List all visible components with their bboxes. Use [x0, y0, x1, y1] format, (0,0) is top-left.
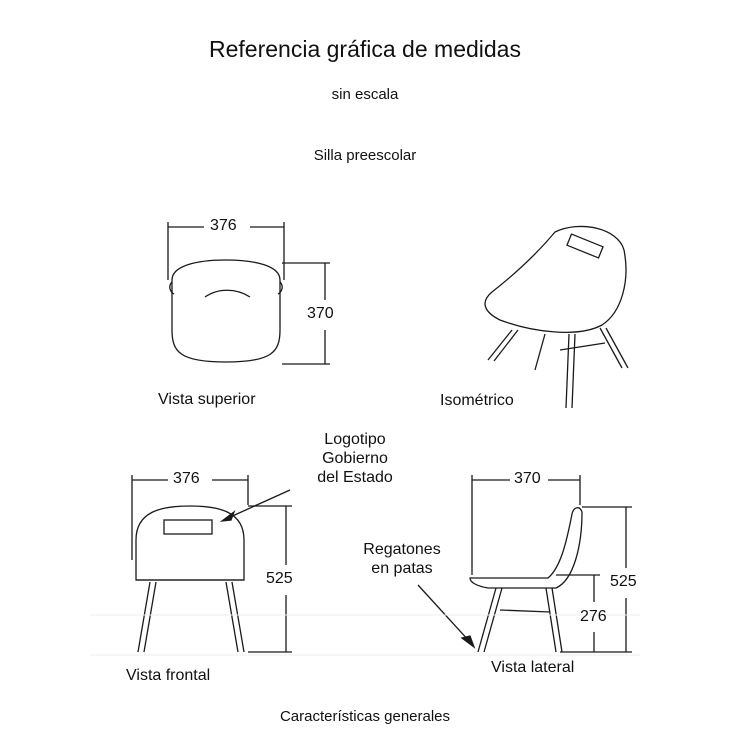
logo-callout-line1: Logotipo — [324, 431, 386, 448]
scale-note: sin escala — [331, 86, 399, 103]
feet-callout — [348, 540, 456, 578]
page-title: Referencia gráfica de medidas — [209, 36, 521, 62]
front-width-dim: 376 — [173, 470, 200, 487]
top-view-drawing — [168, 222, 330, 364]
side-seat-height-dim: 276 — [580, 608, 607, 625]
product-name: Silla preescolar — [313, 147, 417, 164]
isometric-label: Isométrico — [440, 392, 514, 409]
logo-callout — [300, 430, 410, 487]
top-width-dim: 376 — [210, 217, 237, 234]
top-depth-dim: 370 — [307, 305, 334, 322]
top-view-label: Vista superior — [158, 391, 256, 408]
footer-caption: Características generales — [279, 708, 451, 725]
logo-callout-line2: Gobierno — [322, 450, 388, 467]
isometric-drawing — [485, 226, 628, 408]
feet-callout-line2: en patas — [371, 560, 433, 577]
logo-callout-line3: del Estado — [317, 469, 393, 486]
side-view-label: Vista lateral — [491, 659, 575, 676]
feet-callout-line1: Regatones — [363, 541, 441, 558]
front-view-label: Vista frontal — [126, 667, 211, 684]
side-height-dim: 525 — [610, 573, 637, 590]
front-height-dim: 525 — [266, 570, 293, 587]
side-depth-dim: 370 — [514, 470, 541, 487]
front-view-drawing — [132, 475, 292, 652]
